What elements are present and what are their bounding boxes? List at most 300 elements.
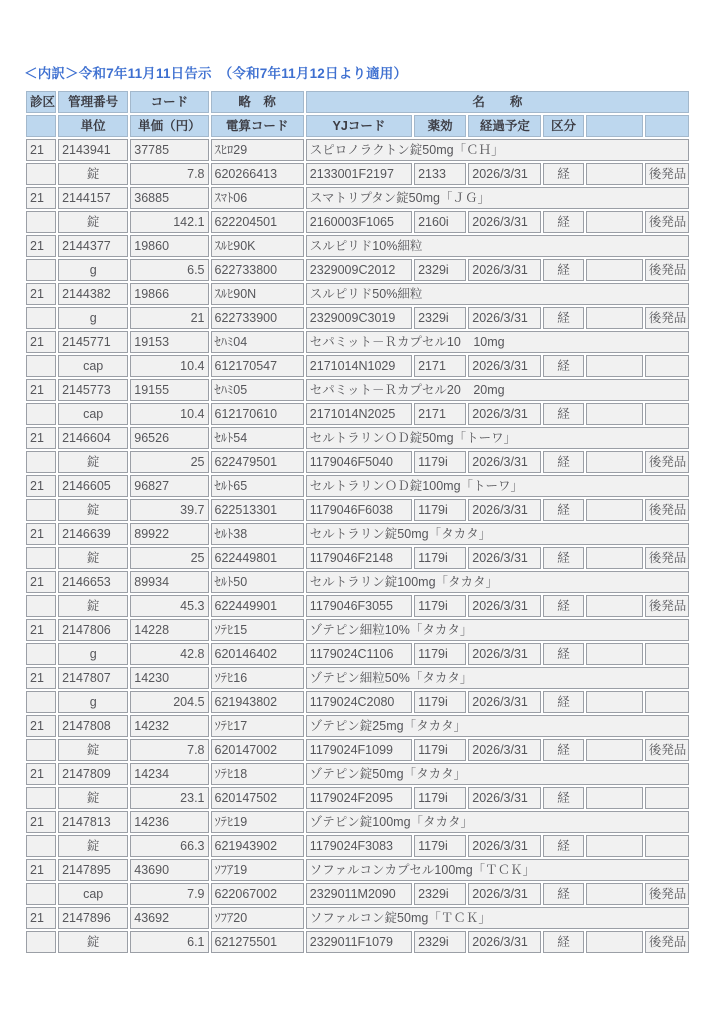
drug-name-row — [26, 667, 689, 689]
yakko-cell: 2171 — [414, 355, 466, 377]
spacer-cell — [586, 355, 643, 377]
shinku-empty-cell — [26, 835, 56, 857]
spacer-cell — [586, 547, 643, 569]
densan-code-cell: 621943902 — [211, 835, 304, 857]
yj-code-cell: 2133001F2197 — [306, 163, 412, 185]
kouhatsu-cell — [645, 643, 689, 665]
shinku-empty-cell — [26, 595, 56, 617]
ryakusho-cell: ｽﾙﾋ90N — [211, 283, 304, 305]
shinku-cell: 21 — [26, 139, 56, 161]
kanri-bango-cell: 2146604 — [58, 427, 128, 449]
spacer-cell — [586, 739, 643, 761]
unit-cell: 錠 — [58, 787, 128, 809]
kubun-cell: 経 — [543, 739, 583, 761]
ryakusho-cell: ｿﾃﾋ16 — [211, 667, 304, 689]
yj-code-cell: 2329011F1079 — [306, 931, 412, 953]
yakko-cell: 1179i — [414, 643, 466, 665]
yj-code-cell: 1179024F2095 — [306, 787, 412, 809]
densan-code-cell: 612170610 — [211, 403, 304, 425]
shinku-cell: 21 — [26, 859, 56, 881]
ryakusho-cell: ｿﾃﾋ15 — [211, 619, 304, 641]
drug-name-cell: セルトラリン錠100mg「タカタ」 — [306, 571, 689, 593]
price-cell: 45.3 — [130, 595, 208, 617]
kouhatsu-cell: 後発品 — [645, 547, 689, 569]
price-cell: 6.5 — [130, 259, 208, 281]
kanri-bango-cell: 2144157 — [58, 187, 128, 209]
kanri-bango-cell: 2146639 — [58, 523, 128, 545]
unit-cell: cap — [58, 883, 128, 905]
drug-name-cell: ゾテピン錠25mg「タカタ」 — [306, 715, 689, 737]
shinku-empty-cell — [26, 739, 56, 761]
drug-name-cell: セルトラリンＯＤ錠50mg「トーワ」 — [306, 427, 689, 449]
kouhatsu-cell: 後発品 — [645, 739, 689, 761]
shinku-empty-cell — [26, 691, 56, 713]
spacer-cell — [586, 403, 643, 425]
shinku-cell: 21 — [26, 379, 56, 401]
drug-name-cell: スルピリド50%細粒 — [306, 283, 689, 305]
yj-code-cell: 1179024C2080 — [306, 691, 412, 713]
header-yj-code: YJコード — [306, 115, 412, 137]
densan-code-cell: 622479501 — [211, 451, 304, 473]
keika-yotei-cell: 2026/3/31 — [468, 931, 541, 953]
kubun-cell: 経 — [543, 835, 583, 857]
shinku-empty-cell — [26, 355, 56, 377]
drug-name-row — [26, 235, 689, 257]
kubun-cell: 経 — [543, 259, 583, 281]
yakko-cell: 2133 — [414, 163, 466, 185]
densan-code-cell: 620147002 — [211, 739, 304, 761]
unit-cell: g — [58, 259, 128, 281]
drug-name-cell: ゾテピン細粒50%「タカタ」 — [306, 667, 689, 689]
unit-cell: 錠 — [58, 211, 128, 233]
shinku-empty-cell — [26, 931, 56, 953]
densan-code-cell: 622067002 — [211, 883, 304, 905]
spacer-cell — [586, 643, 643, 665]
kanri-bango-cell: 2147808 — [58, 715, 128, 737]
kubun-cell: 経 — [543, 211, 583, 233]
yj-code-cell: 2160003F1065 — [306, 211, 412, 233]
drug-price-table — [24, 89, 691, 955]
kouhatsu-cell: 後発品 — [645, 499, 689, 521]
kanri-bango-cell: 2144377 — [58, 235, 128, 257]
price-cell: 10.4 — [130, 355, 208, 377]
kubun-cell: 経 — [543, 355, 583, 377]
header-empty-2 — [586, 115, 643, 137]
ryakusho-cell: ｾﾊﾐ05 — [211, 379, 304, 401]
shinku-cell: 21 — [26, 331, 56, 353]
yj-code-cell: 1179024F1099 — [306, 739, 412, 761]
header-empty-1 — [26, 115, 56, 137]
kanri-bango-cell: 2147813 — [58, 811, 128, 833]
shinku-empty-cell — [26, 547, 56, 569]
header-row-1 — [26, 91, 689, 113]
ryakusho-cell: ｾﾙﾄ38 — [211, 523, 304, 545]
drug-name-cell: スルピリド10%細粒 — [306, 235, 689, 257]
spacer-cell — [586, 163, 643, 185]
drug-name-row — [26, 523, 689, 545]
yakko-cell: 1179i — [414, 547, 466, 569]
yakko-cell: 1179i — [414, 691, 466, 713]
kouhatsu-cell: 後発品 — [645, 595, 689, 617]
drug-name-row — [26, 139, 689, 161]
shinku-cell: 21 — [26, 715, 56, 737]
kanri-bango-cell: 2147807 — [58, 667, 128, 689]
kouhatsu-cell — [645, 691, 689, 713]
drug-detail-row — [26, 259, 689, 281]
yj-code-cell: 1179024F3083 — [306, 835, 412, 857]
drug-name-cell: セパミット－Ｒカプセル20 20mg — [306, 379, 689, 401]
keika-yotei-cell: 2026/3/31 — [468, 403, 541, 425]
price-cell: 7.8 — [130, 163, 208, 185]
kubun-cell: 経 — [543, 883, 583, 905]
drug-name-row — [26, 331, 689, 353]
keika-yotei-cell: 2026/3/31 — [468, 499, 541, 521]
drug-name-cell: ゾテピン錠100mg「タカタ」 — [306, 811, 689, 833]
header-tanka: 単価（円） — [130, 115, 208, 137]
drug-name-cell: セルトラリン錠50mg「タカタ」 — [306, 523, 689, 545]
ryakusho-cell: ｿﾌｱ19 — [211, 859, 304, 881]
ryakusho-cell: ｾﾊﾐ04 — [211, 331, 304, 353]
densan-code-cell: 622449901 — [211, 595, 304, 617]
yakko-cell: 2171 — [414, 403, 466, 425]
kouhatsu-cell: 後発品 — [645, 307, 689, 329]
kanri-bango-cell: 2146605 — [58, 475, 128, 497]
keika-yotei-cell: 2026/3/31 — [468, 355, 541, 377]
unit-cell: 錠 — [58, 835, 128, 857]
drug-name-row — [26, 859, 689, 881]
kanri-bango-cell: 2144382 — [58, 283, 128, 305]
ryakusho-cell: ｾﾙﾄ50 — [211, 571, 304, 593]
drug-name-row — [26, 475, 689, 497]
code-cell: 89934 — [130, 571, 208, 593]
drug-detail-row — [26, 499, 689, 521]
keika-yotei-cell: 2026/3/31 — [468, 547, 541, 569]
shinku-cell: 21 — [26, 667, 56, 689]
yakko-cell: 2329i — [414, 307, 466, 329]
densan-code-cell: 622733900 — [211, 307, 304, 329]
drug-name-cell: ソファルコンカプセル100mg「ＴＣＫ」 — [306, 859, 689, 881]
kubun-cell: 経 — [543, 691, 583, 713]
yj-code-cell: 1179046F6038 — [306, 499, 412, 521]
kanri-bango-cell: 2147806 — [58, 619, 128, 641]
drug-detail-row — [26, 451, 689, 473]
drug-detail-row — [26, 403, 689, 425]
densan-code-cell: 621275501 — [211, 931, 304, 953]
densan-code-cell: 620147502 — [211, 787, 304, 809]
header-keika-yotei: 経過予定 — [468, 115, 541, 137]
drug-detail-row — [26, 643, 689, 665]
kubun-cell: 経 — [543, 931, 583, 953]
kouhatsu-cell — [645, 403, 689, 425]
densan-code-cell: 621943802 — [211, 691, 304, 713]
kanri-bango-cell: 2147809 — [58, 763, 128, 785]
kubun-cell: 経 — [543, 163, 583, 185]
keika-yotei-cell: 2026/3/31 — [468, 787, 541, 809]
drug-detail-row — [26, 931, 689, 953]
drug-name-row — [26, 811, 689, 833]
keika-yotei-cell: 2026/3/31 — [468, 691, 541, 713]
shinku-cell: 21 — [26, 427, 56, 449]
price-cell: 42.8 — [130, 643, 208, 665]
ryakusho-cell: ｽﾋﾛ29 — [211, 139, 304, 161]
unit-cell: 錠 — [58, 547, 128, 569]
yj-code-cell: 1179046F2148 — [306, 547, 412, 569]
price-cell: 204.5 — [130, 691, 208, 713]
yj-code-cell: 2329011M2090 — [306, 883, 412, 905]
unit-cell: 錠 — [58, 931, 128, 953]
unit-cell: cap — [58, 355, 128, 377]
header-code: コード — [130, 91, 208, 113]
kanri-bango-cell: 2145771 — [58, 331, 128, 353]
keika-yotei-cell: 2026/3/31 — [468, 883, 541, 905]
page-title: ＜内訳＞令和7年11月11日告示 （令和7年11月12日より適用） — [24, 66, 408, 81]
code-cell: 96827 — [130, 475, 208, 497]
yakko-cell: 1179i — [414, 499, 466, 521]
yj-code-cell: 2329009C2012 — [306, 259, 412, 281]
code-cell: 14228 — [130, 619, 208, 641]
yj-code-cell: 1179024C1106 — [306, 643, 412, 665]
drug-name-cell: セパミット－Ｒカプセル10 10mg — [306, 331, 689, 353]
shinku-cell: 21 — [26, 811, 56, 833]
shinku-empty-cell — [26, 499, 56, 521]
code-cell: 19866 — [130, 283, 208, 305]
drug-name-row — [26, 907, 689, 929]
drug-detail-row — [26, 739, 689, 761]
kubun-cell: 経 — [543, 451, 583, 473]
drug-name-cell: ゾテピン錠50mg「タカタ」 — [306, 763, 689, 785]
drug-name-row — [26, 571, 689, 593]
kubun-cell: 経 — [543, 787, 583, 809]
drug-detail-row — [26, 883, 689, 905]
ryakusho-cell: ｿﾃﾋ18 — [211, 763, 304, 785]
kouhatsu-cell — [645, 835, 689, 857]
spacer-cell — [586, 931, 643, 953]
shinku-cell: 21 — [26, 571, 56, 593]
shinku-cell: 21 — [26, 283, 56, 305]
kubun-cell: 経 — [543, 547, 583, 569]
kouhatsu-cell — [645, 355, 689, 377]
drug-detail-row — [26, 547, 689, 569]
header-kanri-bango: 管理番号 — [58, 91, 128, 113]
header-tani: 単位 — [58, 115, 128, 137]
drug-name-row — [26, 379, 689, 401]
yakko-cell: 1179i — [414, 787, 466, 809]
ryakusho-cell: ｿﾃﾋ19 — [211, 811, 304, 833]
yakko-cell: 2160i — [414, 211, 466, 233]
yakko-cell: 1179i — [414, 451, 466, 473]
spacer-cell — [586, 883, 643, 905]
header-ryakusho: 略 称 — [211, 91, 304, 113]
densan-code-cell: 622513301 — [211, 499, 304, 521]
code-cell: 89922 — [130, 523, 208, 545]
price-cell: 23.1 — [130, 787, 208, 809]
shinku-empty-cell — [26, 643, 56, 665]
unit-cell: 錠 — [58, 739, 128, 761]
code-cell: 96526 — [130, 427, 208, 449]
drug-detail-row — [26, 787, 689, 809]
kouhatsu-cell: 後発品 — [645, 883, 689, 905]
keika-yotei-cell: 2026/3/31 — [468, 595, 541, 617]
code-cell: 14230 — [130, 667, 208, 689]
drug-name-cell: スピロノラクトン錠50mg「ＣＨ」 — [306, 139, 689, 161]
unit-cell: 錠 — [58, 163, 128, 185]
spacer-cell — [586, 691, 643, 713]
kanri-bango-cell: 2147896 — [58, 907, 128, 929]
drug-name-row — [26, 715, 689, 737]
code-cell: 37785 — [130, 139, 208, 161]
drug-name-cell: スマトリプタン錠50mg「ＪＧ」 — [306, 187, 689, 209]
header-yakko: 薬効 — [414, 115, 466, 137]
kouhatsu-cell: 後発品 — [645, 259, 689, 281]
densan-code-cell: 622449801 — [211, 547, 304, 569]
densan-code-cell: 622733800 — [211, 259, 304, 281]
drug-name-row — [26, 283, 689, 305]
code-cell: 43690 — [130, 859, 208, 881]
shinku-empty-cell — [26, 307, 56, 329]
yakko-cell: 2329i — [414, 883, 466, 905]
spacer-cell — [586, 259, 643, 281]
code-cell: 14234 — [130, 763, 208, 785]
drug-name-row — [26, 427, 689, 449]
drug-detail-row — [26, 595, 689, 617]
ryakusho-cell: ｾﾙﾄ65 — [211, 475, 304, 497]
keika-yotei-cell: 2026/3/31 — [468, 739, 541, 761]
ryakusho-cell: ｾﾙﾄ54 — [211, 427, 304, 449]
yakko-cell: 1179i — [414, 739, 466, 761]
shinku-empty-cell — [26, 883, 56, 905]
unit-cell: 錠 — [58, 451, 128, 473]
price-cell: 6.1 — [130, 931, 208, 953]
price-cell: 39.7 — [130, 499, 208, 521]
densan-code-cell: 620146402 — [211, 643, 304, 665]
price-cell: 7.9 — [130, 883, 208, 905]
price-cell: 21 — [130, 307, 208, 329]
unit-cell: g — [58, 307, 128, 329]
drug-detail-row — [26, 307, 689, 329]
keika-yotei-cell: 2026/3/31 — [468, 259, 541, 281]
price-cell: 66.3 — [130, 835, 208, 857]
drug-name-cell: ゾテピン細粒10%「タカタ」 — [306, 619, 689, 641]
keika-yotei-cell: 2026/3/31 — [468, 451, 541, 473]
code-cell: 36885 — [130, 187, 208, 209]
spacer-cell — [586, 595, 643, 617]
unit-cell: 錠 — [58, 499, 128, 521]
shinku-empty-cell — [26, 259, 56, 281]
yj-code-cell: 1179046F5040 — [306, 451, 412, 473]
yj-code-cell: 2329009C3019 — [306, 307, 412, 329]
shinku-cell: 21 — [26, 619, 56, 641]
drug-detail-row — [26, 163, 689, 185]
kouhatsu-cell: 後発品 — [645, 211, 689, 233]
shinku-cell: 21 — [26, 235, 56, 257]
ryakusho-cell: ｽﾏﾄ06 — [211, 187, 304, 209]
code-cell: 14236 — [130, 811, 208, 833]
unit-cell: cap — [58, 403, 128, 425]
keika-yotei-cell: 2026/3/31 — [468, 643, 541, 665]
ryakusho-cell: ｿﾌｱ20 — [211, 907, 304, 929]
code-cell: 19155 — [130, 379, 208, 401]
kubun-cell: 経 — [543, 307, 583, 329]
yakko-cell: 2329i — [414, 259, 466, 281]
kubun-cell: 経 — [543, 499, 583, 521]
spacer-cell — [586, 835, 643, 857]
price-cell: 25 — [130, 451, 208, 473]
keika-yotei-cell: 2026/3/31 — [468, 163, 541, 185]
price-cell: 10.4 — [130, 403, 208, 425]
drug-name-row — [26, 619, 689, 641]
code-cell: 14232 — [130, 715, 208, 737]
header-shinku: 診区 — [26, 91, 56, 113]
keika-yotei-cell: 2026/3/31 — [468, 835, 541, 857]
shinku-cell: 21 — [26, 475, 56, 497]
keika-yotei-cell: 2026/3/31 — [468, 307, 541, 329]
ryakusho-cell: ｿﾃﾋ17 — [211, 715, 304, 737]
kubun-cell: 経 — [543, 403, 583, 425]
drug-detail-row — [26, 691, 689, 713]
price-cell: 7.8 — [130, 739, 208, 761]
code-cell: 43692 — [130, 907, 208, 929]
header-empty-3 — [645, 115, 689, 137]
header-densan-code: 電算コード — [211, 115, 304, 137]
yakko-cell: 1179i — [414, 835, 466, 857]
code-cell: 19860 — [130, 235, 208, 257]
kouhatsu-cell: 後発品 — [645, 451, 689, 473]
kubun-cell: 経 — [543, 595, 583, 617]
shinku-cell: 21 — [26, 523, 56, 545]
drug-name-cell: ソファルコン錠50mg「ＴＣＫ」 — [306, 907, 689, 929]
price-cell: 25 — [130, 547, 208, 569]
yakko-cell: 2329i — [414, 931, 466, 953]
drug-detail-row — [26, 355, 689, 377]
drug-name-row — [26, 187, 689, 209]
densan-code-cell: 612170547 — [211, 355, 304, 377]
keika-yotei-cell: 2026/3/31 — [468, 211, 541, 233]
header-kubun: 区分 — [543, 115, 583, 137]
kanri-bango-cell: 2143941 — [58, 139, 128, 161]
drug-name-row — [26, 763, 689, 785]
kanri-bango-cell: 2146653 — [58, 571, 128, 593]
yj-code-cell: 2171014N2025 — [306, 403, 412, 425]
densan-code-cell: 620266413 — [211, 163, 304, 185]
unit-cell: g — [58, 643, 128, 665]
spacer-cell — [586, 307, 643, 329]
spacer-cell — [586, 451, 643, 473]
kanri-bango-cell: 2145773 — [58, 379, 128, 401]
yakko-cell: 1179i — [414, 595, 466, 617]
shinku-empty-cell — [26, 211, 56, 233]
shinku-cell: 21 — [26, 907, 56, 929]
spacer-cell — [586, 499, 643, 521]
drug-detail-row — [26, 835, 689, 857]
yj-code-cell: 1179046F3055 — [306, 595, 412, 617]
yj-code-cell: 2171014N1029 — [306, 355, 412, 377]
price-cell: 142.1 — [130, 211, 208, 233]
code-cell: 19153 — [130, 331, 208, 353]
shinku-empty-cell — [26, 163, 56, 185]
shinku-empty-cell — [26, 451, 56, 473]
shinku-empty-cell — [26, 787, 56, 809]
unit-cell: g — [58, 691, 128, 713]
kouhatsu-cell: 後発品 — [645, 163, 689, 185]
header-row-2 — [26, 115, 689, 137]
kouhatsu-cell — [645, 787, 689, 809]
shinku-cell: 21 — [26, 187, 56, 209]
kubun-cell: 経 — [543, 643, 583, 665]
spacer-cell — [586, 211, 643, 233]
drug-detail-row — [26, 211, 689, 233]
spacer-cell — [586, 787, 643, 809]
drug-name-cell: セルトラリンＯＤ錠100mg「トーワ」 — [306, 475, 689, 497]
